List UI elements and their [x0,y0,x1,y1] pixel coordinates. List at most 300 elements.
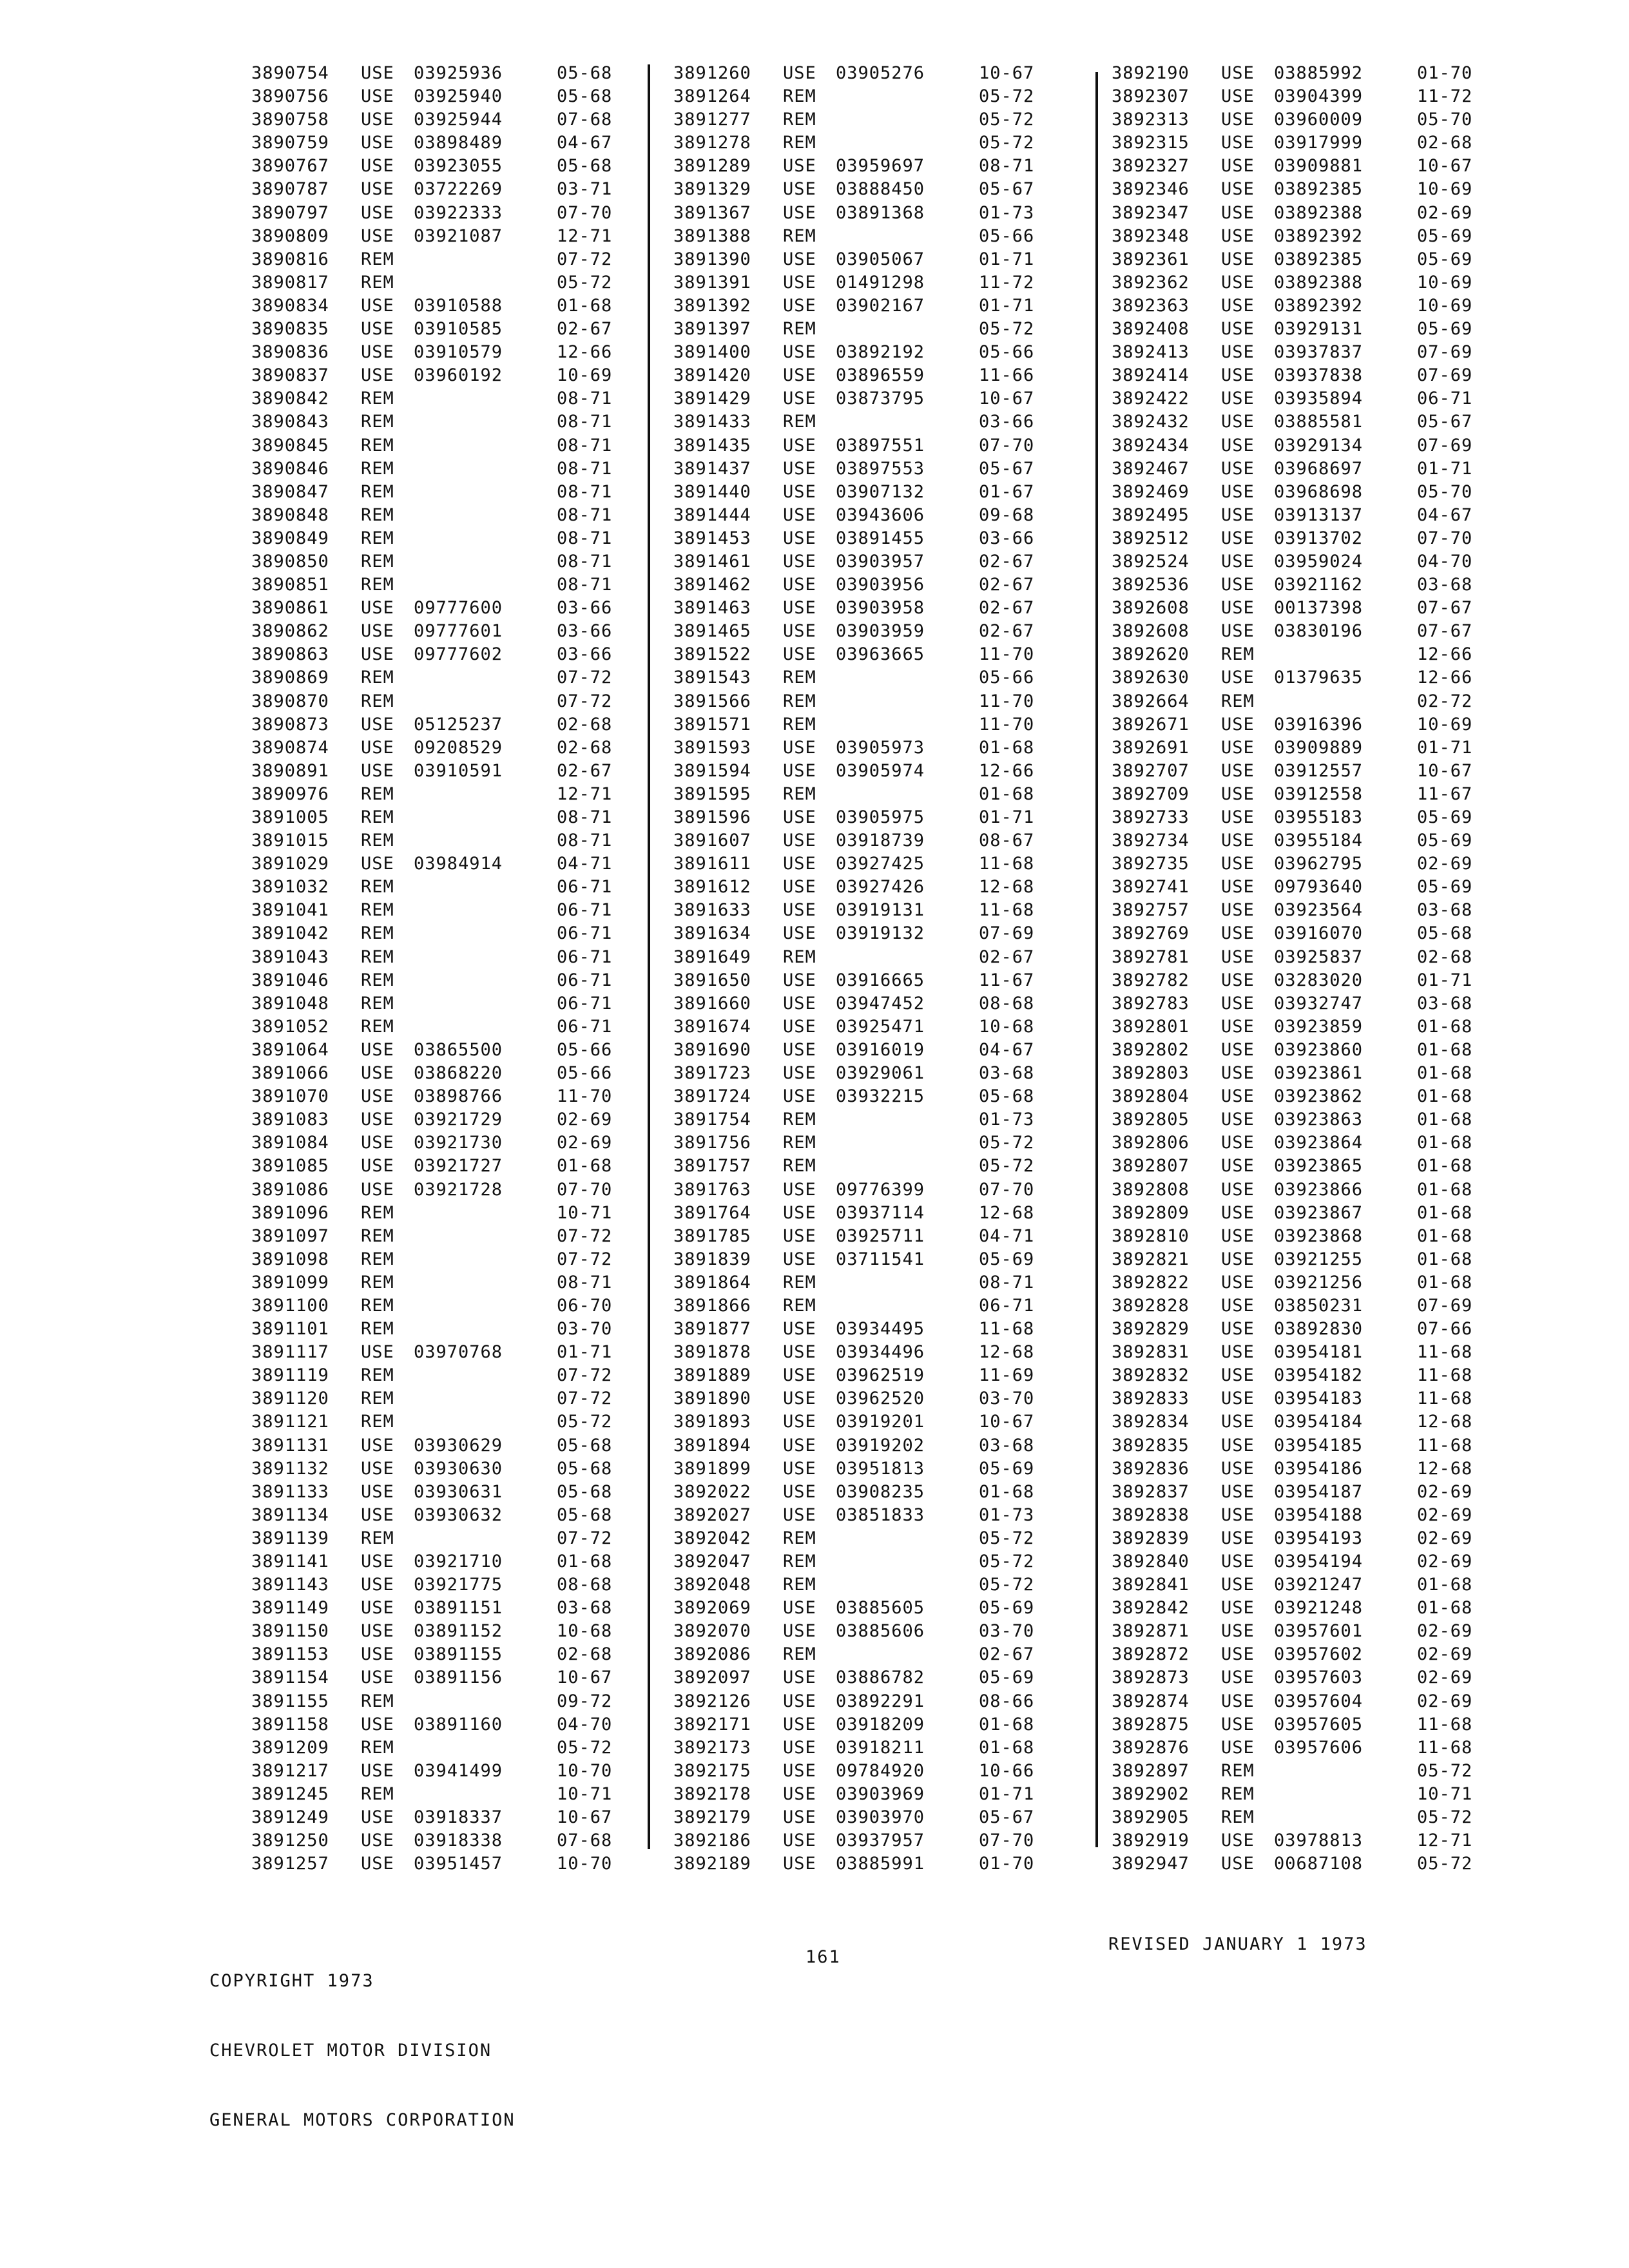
effective-date: 08-71 [557,551,613,572]
effective-date: 03-66 [557,621,613,642]
effective-date: 07-72 [557,249,613,269]
action-code: REM [361,1249,394,1269]
effective-date: 01-71 [1417,970,1473,990]
new-part-number: 03921710 [414,1552,503,1571]
parts-row [673,1271,1041,1294]
effective-date: 11-70 [979,714,1035,735]
effective-date: 11-68 [1417,1714,1473,1735]
part-number: 3892069 [673,1598,751,1619]
action-code: USE [1221,1691,1255,1711]
part-number: 3892781 [1112,947,1190,967]
part-number: 3891249 [251,1807,329,1828]
part-number: 3892363 [1112,295,1190,316]
effective-date: 07-66 [1417,1319,1473,1340]
part-number: 3892315 [1112,133,1190,153]
page-number: 161 [805,1947,841,1967]
parts-row [1112,1620,1479,1643]
part-number: 3890837 [251,365,329,386]
action-code: USE [783,760,816,781]
new-part-number: 09777600 [414,598,503,619]
action-code: USE [783,505,816,525]
effective-date: 09-72 [557,1691,613,1711]
parts-row [251,1062,619,1085]
effective-date: 10-67 [979,1412,1035,1432]
action-code: USE [361,1435,394,1456]
part-number: 3891634 [673,923,751,944]
effective-date: 02-69 [557,1110,613,1130]
new-part-number: 03904399 [1274,86,1364,107]
effective-date: 01-71 [979,807,1035,827]
new-part-number: 03962795 [1274,854,1364,874]
part-number: 3892806 [1112,1133,1190,1153]
new-part-number: 03892392 [1274,295,1364,316]
new-part-number: 03923865 [1274,1156,1364,1177]
part-number: 3890891 [251,760,329,781]
action-code: USE [1221,877,1255,898]
parts-row [251,666,619,689]
new-part-number: 03851833 [836,1504,925,1525]
action-code: USE [1221,1504,1255,1525]
part-number: 3892707 [1112,760,1190,781]
new-part-number: 03905974 [836,760,925,781]
action-code: REM [361,1225,394,1246]
effective-date: 11-68 [979,1319,1035,1340]
new-part-number: 03954184 [1274,1412,1364,1432]
effective-date: 05-72 [979,86,1035,107]
part-number: 3890976 [251,783,329,804]
effective-date: 05-68 [557,156,613,177]
effective-date: 07-69 [1417,435,1473,456]
parts-row [1112,946,1479,969]
part-number: 3892422 [1112,389,1190,409]
part-number: 3891046 [251,970,329,990]
action-code: USE [783,598,816,619]
part-number: 3892097 [673,1667,751,1688]
parts-row [251,155,619,178]
effective-date: 04-71 [557,854,613,874]
parts-row [673,85,1041,108]
effective-date: 10-67 [979,389,1035,409]
new-part-number: 03951457 [414,1854,503,1874]
effective-date: 07-68 [557,1831,613,1851]
parts-row [1112,1783,1479,1806]
new-part-number: 03978813 [1274,1831,1364,1851]
parts-row [673,783,1041,806]
effective-date: 01-68 [557,295,613,316]
parts-row [251,550,619,573]
action-code: USE [1221,226,1255,246]
effective-date: 05-72 [557,272,613,293]
action-code: REM [361,831,394,851]
effective-date: 05-69 [1417,319,1473,340]
new-part-number: 03913137 [1274,505,1364,525]
action-code: USE [783,807,816,827]
part-number: 3891005 [251,807,329,827]
parts-row [673,1341,1041,1364]
action-code: USE [1221,481,1255,502]
effective-date: 01-71 [979,249,1035,269]
part-number: 3891894 [673,1435,751,1456]
action-code: USE [1221,900,1255,921]
part-number: 3892837 [1112,1481,1190,1502]
effective-date: 05-72 [979,1575,1035,1595]
action-code: REM [1221,1783,1255,1804]
parts-row [251,1713,619,1736]
effective-date: 10-71 [557,1783,613,1804]
part-number: 3892947 [1112,1854,1190,1874]
action-code: USE [783,1807,816,1828]
new-part-number: 03916070 [1274,923,1364,944]
part-number: 3892783 [1112,993,1190,1014]
effective-date: 01-70 [1417,63,1473,83]
part-number: 3892872 [1112,1644,1190,1665]
new-part-number: 03927425 [836,854,925,874]
effective-date: 01-68 [1417,1063,1473,1084]
action-code: USE [783,551,816,572]
part-number: 3892608 [1112,598,1190,619]
new-part-number: 03910579 [414,342,503,363]
action-code: REM [361,923,394,944]
part-number: 3891132 [251,1458,329,1479]
new-part-number: 03925940 [414,86,503,107]
new-part-number: 03891156 [414,1667,503,1688]
effective-date: 08-71 [557,575,613,595]
part-number: 3891070 [251,1086,329,1107]
effective-date: 10-69 [1417,295,1473,316]
effective-date: 02-67 [979,575,1035,595]
effective-date: 05-72 [979,110,1035,130]
part-number: 3892803 [1112,1063,1190,1084]
part-number: 3891096 [251,1202,329,1223]
new-part-number: 03923859 [1274,1016,1364,1037]
action-code: USE [1221,319,1255,340]
parts-row [1112,666,1479,689]
action-code: USE [783,365,816,386]
new-part-number: 03898489 [414,133,503,153]
new-part-number: 03957602 [1274,1644,1364,1665]
column-divider-2 [1095,72,1098,1847]
new-part-number: 03923564 [1274,900,1364,921]
action-code: USE [1221,1365,1255,1386]
parts-row [1112,1573,1479,1597]
action-code: REM [1221,644,1255,665]
effective-date: 08-71 [979,1272,1035,1293]
part-number: 3891043 [251,947,329,967]
effective-date: 05-68 [557,1435,613,1456]
parts-row [251,899,619,922]
new-part-number: 03913702 [1274,528,1364,548]
action-code: USE [361,598,394,619]
effective-date: 05-72 [557,1737,613,1758]
part-number: 3891277 [673,110,751,130]
action-code: USE [783,900,816,921]
parts-row [251,597,619,620]
part-number: 3890787 [251,179,329,200]
part-number: 3891141 [251,1552,329,1571]
new-part-number: 03918211 [836,1737,925,1758]
action-code: REM [361,575,394,595]
new-part-number: 09776399 [836,1179,925,1200]
action-code: USE [783,1691,816,1711]
new-part-number: 03963665 [836,644,925,665]
action-code: USE [783,1319,816,1340]
new-part-number: 03930631 [414,1481,503,1502]
parts-row [673,410,1041,434]
action-code: USE [361,1039,394,1060]
effective-date: 02-68 [557,737,613,758]
parts-row [251,271,619,294]
part-number: 3891391 [673,272,751,293]
new-part-number: 03918739 [836,831,925,851]
effective-date: 05-69 [1417,807,1473,827]
action-code: USE [783,1086,816,1107]
parts-row [1112,248,1479,271]
effective-date: 01-68 [1417,1016,1473,1037]
action-code: USE [783,1225,816,1246]
parts-row [673,992,1041,1015]
effective-date: 12-68 [979,877,1035,898]
part-number: 3890847 [251,481,329,502]
action-code: USE [1221,1714,1255,1735]
revised-date: REVISED JANUARY 1 1973 [1108,1934,1367,1954]
part-number: 3891674 [673,1016,751,1037]
parts-row [673,1364,1041,1387]
action-code: USE [361,1133,394,1153]
part-number: 3891877 [673,1319,751,1340]
effective-date: 11-68 [979,854,1035,874]
part-number: 3892733 [1112,807,1190,827]
new-part-number: 03921248 [1274,1598,1364,1619]
effective-date: 06-71 [557,900,613,921]
part-number: 3891048 [251,993,329,1014]
parts-row [251,1294,619,1318]
part-number: 3890835 [251,319,329,340]
part-number: 3890842 [251,389,329,409]
effective-date: 02-69 [1417,1481,1473,1502]
parts-row [673,434,1041,457]
parts-row [673,1713,1041,1736]
effective-date: 06-71 [557,1016,613,1037]
action-code: USE [783,1760,816,1781]
new-part-number: 03968697 [1274,458,1364,479]
part-number: 3892313 [1112,110,1190,130]
part-number: 3890843 [251,412,329,432]
parts-row [1112,992,1479,1015]
part-number: 3892805 [1112,1110,1190,1130]
effective-date: 10-67 [557,1667,613,1688]
parts-row [251,434,619,457]
part-number: 3892831 [1112,1342,1190,1363]
parts-row [673,202,1041,225]
part-number: 3892734 [1112,831,1190,851]
part-number: 3890848 [251,505,329,525]
parts-row [1112,1666,1479,1689]
parts-row [673,1318,1041,1341]
part-number: 3891066 [251,1063,329,1084]
parts-row [673,481,1041,504]
parts-row [1112,1202,1479,1225]
new-part-number: 03925944 [414,110,503,130]
effective-date: 07-70 [557,202,613,223]
action-code: USE [1221,1342,1255,1363]
effective-date: 02-69 [1417,1621,1473,1642]
action-code: USE [1221,1412,1255,1432]
action-code: USE [1221,1272,1255,1293]
part-number: 3892875 [1112,1714,1190,1735]
parts-row [673,946,1041,969]
action-code: USE [361,644,394,665]
part-number: 3891420 [673,365,751,386]
effective-date: 05-67 [1417,412,1473,432]
effective-date: 12-68 [1417,1412,1473,1432]
part-number: 3891149 [251,1598,329,1619]
action-code: USE [361,1342,394,1363]
new-part-number: 03912558 [1274,783,1364,804]
action-code: USE [361,737,394,758]
action-code: USE [783,342,816,363]
parts-row [673,899,1041,922]
parts-row [673,876,1041,899]
effective-date: 12-66 [557,342,613,363]
part-number: 3891433 [673,412,751,432]
parts-row [251,620,619,643]
parts-row [673,666,1041,689]
action-code: USE [361,714,394,735]
parts-row [251,1504,619,1527]
effective-date: 05-69 [979,1249,1035,1269]
parts-row [673,457,1041,481]
part-number: 3892807 [1112,1156,1190,1177]
action-code: REM [361,1389,394,1409]
effective-date: 06-70 [557,1295,613,1316]
action-code: USE [783,481,816,502]
new-part-number: 03711541 [836,1249,925,1269]
action-code: USE [783,1342,816,1363]
effective-date: 01-68 [1417,1039,1473,1060]
new-part-number: 03921255 [1274,1249,1364,1269]
parts-row [673,969,1041,992]
new-part-number: 03959697 [836,156,925,177]
effective-date: 10-67 [1417,760,1473,781]
part-number: 3892902 [1112,1783,1190,1804]
new-part-number: 03921256 [1274,1272,1364,1293]
parts-row [251,1597,619,1620]
action-code: USE [783,923,816,944]
parts-row [1112,108,1479,131]
parts-row [673,527,1041,550]
new-part-number: 03918338 [414,1831,503,1851]
parts-row [1112,899,1479,922]
part-number: 3891465 [673,621,751,642]
action-code: USE [361,1831,394,1851]
new-part-number: 03923055 [414,156,503,177]
parts-row [251,713,619,736]
effective-date: 01-68 [1417,1249,1473,1269]
action-code: USE [783,575,816,595]
effective-date: 01-67 [979,481,1035,502]
effective-date: 05-68 [557,63,613,83]
action-code: REM [783,319,816,340]
action-code: REM [361,1691,394,1711]
part-number: 3892347 [1112,202,1190,223]
parts-row [673,1666,1041,1689]
action-code: USE [783,202,816,223]
effective-date: 11-67 [1417,783,1473,804]
part-number: 3892467 [1112,458,1190,479]
part-number: 3892840 [1112,1552,1190,1571]
parts-row [1112,1178,1479,1202]
action-code: USE [1221,1854,1255,1874]
action-code: USE [783,295,816,316]
parts-row [673,62,1041,85]
parts-row [251,736,619,760]
part-number: 3892874 [1112,1691,1190,1711]
new-part-number: 03891160 [414,1714,503,1735]
action-code: USE [1221,831,1255,851]
new-part-number: 03830196 [1274,621,1364,642]
new-part-number: 03903958 [836,598,925,619]
parts-row [251,1481,619,1504]
parts-row [1112,387,1479,410]
effective-date: 05-72 [979,1156,1035,1177]
parts-row [251,364,619,387]
parts-row [1112,202,1479,225]
effective-date: 08-68 [979,993,1035,1014]
effective-date: 01-68 [1417,1598,1473,1619]
parts-row [1112,597,1479,620]
parts-row [1112,527,1479,550]
action-code: USE [361,86,394,107]
parts-row [673,504,1041,527]
part-number: 3892524 [1112,551,1190,572]
part-number: 3892620 [1112,644,1190,665]
new-part-number: 03897551 [836,435,925,456]
effective-date: 03-66 [557,644,613,665]
effective-date: 06-71 [557,923,613,944]
parts-row [1112,1271,1479,1294]
action-code: REM [361,900,394,921]
part-number: 3891890 [673,1389,751,1409]
new-part-number: 03930632 [414,1504,503,1525]
part-number: 3891566 [673,691,751,711]
action-code: REM [361,435,394,456]
effective-date: 11-70 [979,691,1035,711]
effective-date: 03-66 [557,598,613,619]
effective-date: 01-68 [979,1714,1035,1735]
action-code: USE [783,1063,816,1084]
action-code: USE [1221,272,1255,293]
action-code: USE [361,1598,394,1619]
action-code: USE [361,365,394,386]
action-code: USE [361,1086,394,1107]
part-number: 3892919 [1112,1831,1190,1851]
new-part-number: 03954181 [1274,1342,1364,1363]
new-part-number: 03929131 [1274,319,1364,340]
parts-row [1112,969,1479,992]
effective-date: 10-68 [557,1621,613,1642]
part-number: 3890870 [251,691,329,711]
parts-row [1112,364,1479,387]
part-number: 3892841 [1112,1575,1190,1595]
action-code: USE [361,156,394,177]
action-code: REM [783,783,816,804]
new-part-number: 03916665 [836,970,925,990]
part-number: 3891100 [251,1295,329,1316]
action-code: REM [361,505,394,525]
parts-row [673,573,1041,597]
parts-row [1112,410,1479,434]
action-code: USE [1221,1435,1255,1456]
